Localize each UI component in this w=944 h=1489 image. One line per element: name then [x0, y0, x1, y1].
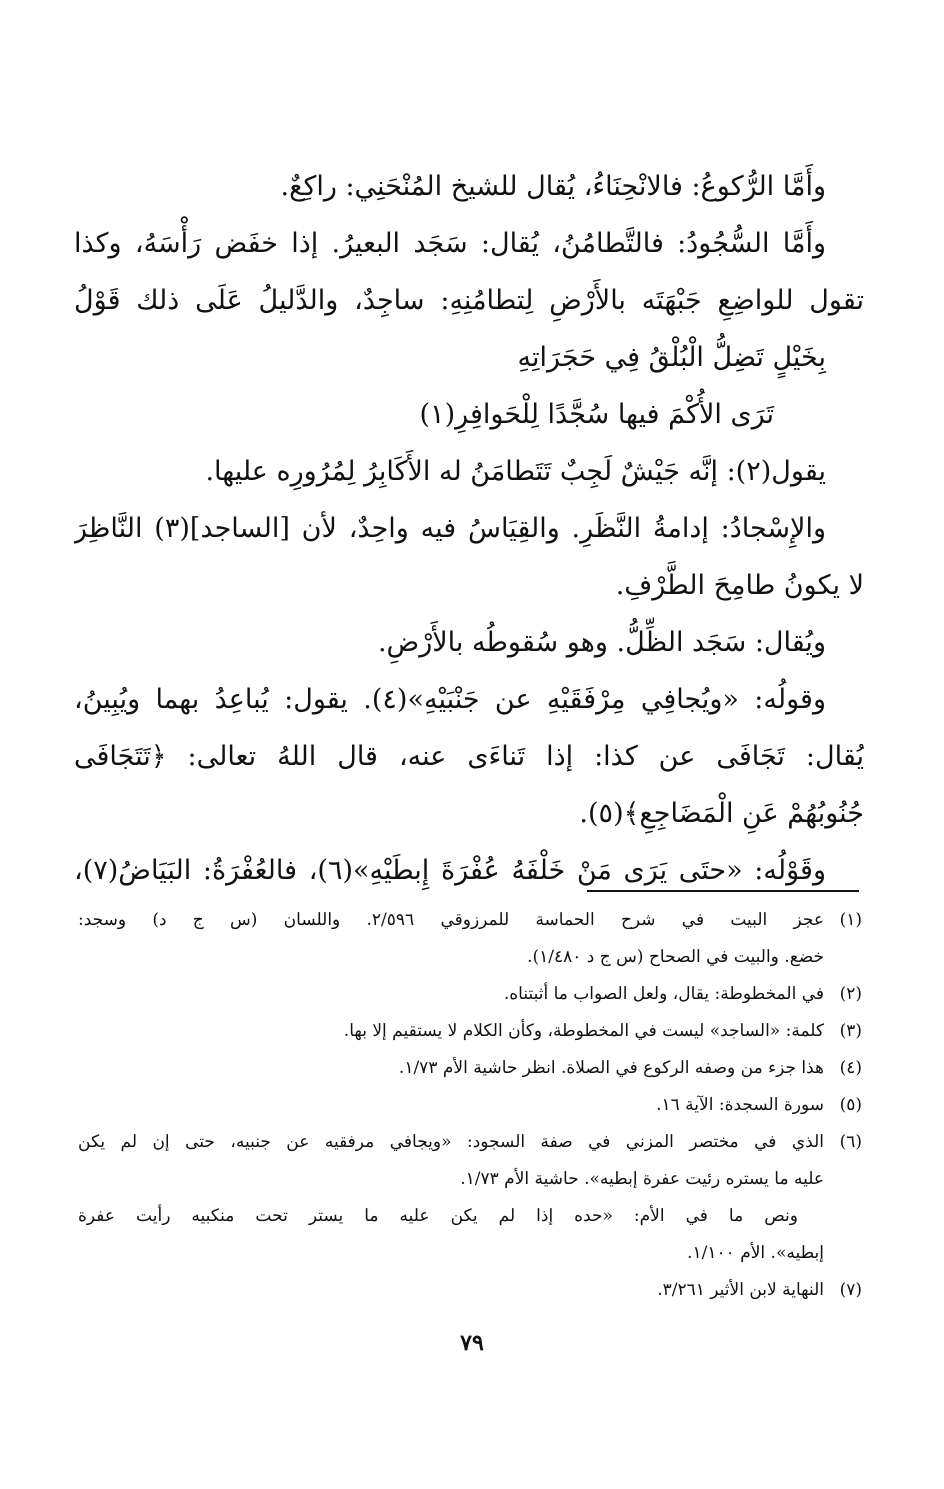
- footnote-text: ونص ما في الأم: «حده إذا لم يكن عليه ما يستر تحت منكبيه رأيت عفرة: [78, 1206, 798, 1226]
- text-line: والإِسْجادُ: إدامةُ النَّظَرِ. والقِيَاسُ فيه واحِدٌ، لأن [الساجد](٣) النَّاظِرَ: [74, 513, 826, 544]
- text-line: ويُقال: سَجَد الظِّلُّ. وهو سُقوطُه بالأَرْضِ.: [377, 627, 826, 658]
- text-line: وأَمَّا السُّجُودُ: فالتَّطامُنُ، يُقال: سَجَد البعيرُ. إذا خفَض رَأْسَهُ، وكذا: [74, 228, 826, 259]
- footnote-number: (١): [839, 910, 862, 930]
- footnote: [78, 976, 862, 1013]
- footnotes: [78, 902, 862, 1309]
- text-line: يقول(٢): إنَّه جَيْشٌ لَجِبٌ تَتَطامَنُ له الأَكَابِرُ لِمُرُورِه عليها.: [205, 456, 826, 487]
- footnote: [78, 1087, 862, 1124]
- footnote: [78, 1272, 862, 1309]
- footnote-text: خضع. والبيت في الصحاح (س ج د ١/٤٨٠).: [527, 947, 824, 967]
- footnote-text: كلمة: «الساجد» ليست في المخطوطة، وكأن الكلام لا يستقيم إلا بها.: [343, 1021, 824, 1041]
- footnote: [78, 1050, 862, 1087]
- footnote-number: (٣): [839, 1021, 862, 1041]
- text-line: يُقال: تَجَافَى عن كذا: إذا تَناءَى عنه، قال اللهُ تعالى: ﴿تَتَجَافَى: [74, 741, 864, 772]
- footnote-text: في المخطوطة: يقال، ولعل الصواب ما أثبتناه.: [503, 984, 824, 1004]
- text-line: تقول للواضِعِ جَبْهَتَه بالأَرْضِ لِتطامُنِهِ: ساجِدٌ، والدَّليلُ عَلَى ذلك قَوْلُ: [74, 285, 864, 316]
- footnote-continuation: [78, 1198, 862, 1272]
- text-line: وأَمَّا الرُّكوعُ: فالانْحِنَاءُ، يُقال للشيخ المُنْحَنِي: راكِعٌ.: [280, 171, 826, 202]
- footnote: [78, 902, 862, 976]
- footnote-text: عجز البيت في شرح الحماسة للمرزوقي ٢/٥٩٦. واللسان (س ج د) وسجد:: [78, 910, 824, 930]
- footnote-text: هذا جزء من وصفه الركوع في الصلاة. انظر حاشية الأم ١/٧٣.: [398, 1058, 824, 1078]
- footnote-text: عليه ما يستره رئيت عفرة إبطيه». حاشية الأم ١/٧٣.: [460, 1169, 824, 1189]
- footnote: [78, 1124, 862, 1198]
- text-line: وقولُه: «ويُجافِي مِرْفَقَيْهِ عن جَنْبَيْهِ»(٤). يقول: يُباعِدُ بهما ويُبِينُ،: [74, 684, 826, 715]
- footnote-text: الذي في مختصر المزني في صفة السجود: «ويجافي مرفقيه عن جنبيه، حتى إن لم يكن: [78, 1132, 824, 1152]
- text-line: لا يكونُ طامِحَ الطَّرْفِ.: [615, 570, 864, 601]
- footnote-number: (٢): [839, 984, 862, 1004]
- text-line: وقَوْلُه: «حتَى يَرَى مَنْ خَلْفَهُ عُفْرَةَ إِبطَيْهِ»(٦)، فالعُفْرَةُ: البَيَاضُ(٧)،: [74, 855, 826, 886]
- poem-verse-second-hemistich: تَرَى الأُكْمَ فيها سُجَّدًا لِلْحَوافِرِ(١): [419, 399, 774, 430]
- text-line: جُنُوبُهُمْ عَنِ الْمَضَاجِعِ﴾(٥).: [579, 798, 864, 829]
- footnote-text: النهاية لابن الأثير ٣/٢٦١.: [657, 1280, 824, 1300]
- footnote-number: (٧): [839, 1280, 862, 1300]
- poem-verse-first-hemistich: بِخَيْلٍ تَضِلُّ الْبُلْقُ فِي حَجَرَاتِهِ: [517, 342, 826, 373]
- footnote-number: (٥): [839, 1095, 862, 1115]
- main-text: [74, 158, 864, 899]
- footnote-number: (٤): [839, 1058, 862, 1078]
- footnote-number: (٦): [839, 1132, 862, 1152]
- footnote-text: سورة السجدة: الآية ١٦.: [656, 1095, 824, 1115]
- footnote-text: إبطيه». الأم ١/١٠٠.: [687, 1243, 824, 1263]
- page-number: ٧٩: [460, 1330, 484, 1356]
- footnote: [78, 1013, 862, 1050]
- footnote-divider: [587, 890, 859, 892]
